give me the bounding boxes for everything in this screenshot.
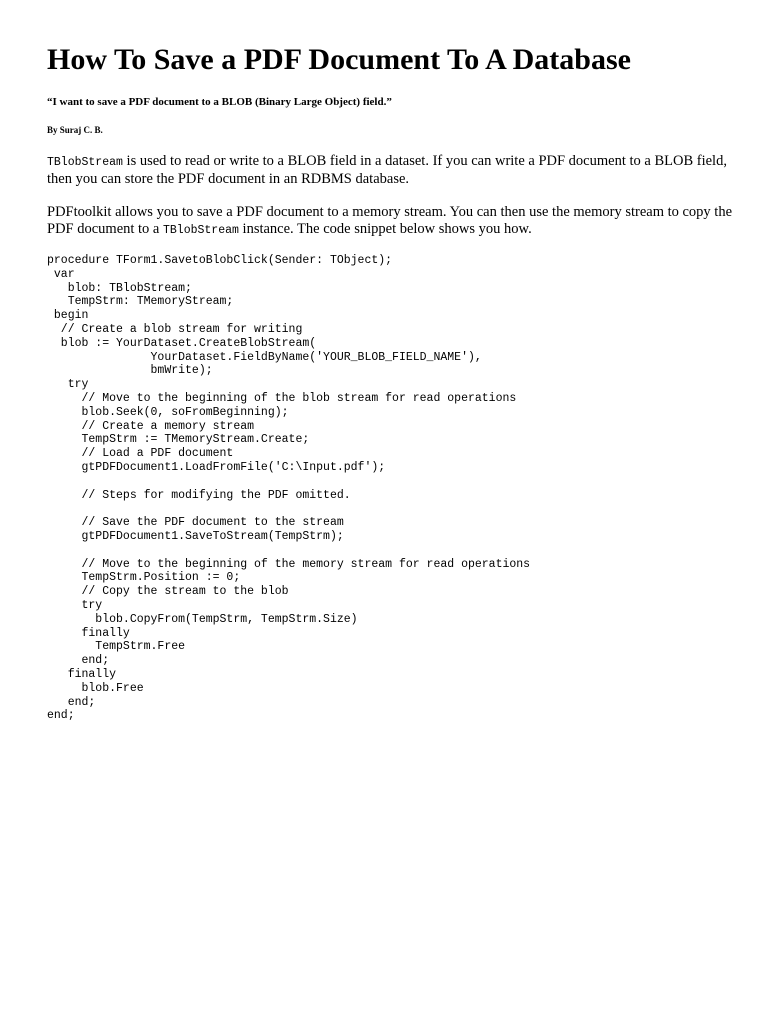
code-line: var <box>47 267 75 281</box>
code-line: bmWrite); <box>47 364 213 378</box>
pdftoolkit-paragraph <box>47 204 737 239</box>
code-line: try <box>47 598 103 612</box>
code-line: // Steps for modifying the PDF omitted. <box>47 488 351 502</box>
code-line: // Move to the beginning of the blob stream for read operations <box>47 391 517 405</box>
code-line: // Load a PDF document <box>47 447 234 461</box>
code-line: TempStrm.Free <box>47 640 186 654</box>
code-line: // Copy the stream to the blob <box>47 585 289 599</box>
code-line: finally <box>47 667 117 681</box>
code-line: TempStrm: TMemoryStream; <box>47 295 234 309</box>
code-line: blob := YourDataset.CreateBlobStream( <box>47 336 317 350</box>
code-line: YourDataset.FieldByName('YOUR_BLOB_FIELD_NAME'), <box>47 350 482 364</box>
code-line <box>47 475 530 489</box>
inline-code-tblobstream: TBlobStream <box>163 224 239 237</box>
intro-paragraph <box>47 153 737 188</box>
code-line: end; <box>47 709 75 723</box>
code-snippet <box>47 254 530 723</box>
code-line: procedure TForm1.SavetoBlobClick(Sender: TObject); <box>47 254 393 267</box>
code-line: TempStrm := TMemoryStream.Create; <box>47 433 310 447</box>
code-line: end; <box>47 654 110 668</box>
code-line: // Create a blob stream for writing <box>47 322 303 336</box>
subtitle-quote: “I want to save a PDF document to a BLOB (Binary Large Object) field.” <box>47 96 392 108</box>
code-line: blob.CopyFrom(TempStrm, TempStrm.Size) <box>47 612 358 626</box>
code-line: try <box>47 378 89 392</box>
pdftoolkit-paragraph-text-after: instance. The code snippet below shows you how. <box>238 221 532 237</box>
code-line: // Create a memory stream <box>47 419 255 433</box>
code-line: gtPDFDocument1.SaveToStream(TempStrm); <box>47 529 344 543</box>
code-line: blob.Seek(0, soFromBeginning); <box>47 405 289 419</box>
code-line: end; <box>47 695 96 709</box>
code-line: // Move to the beginning of the memory stream for read operations <box>47 557 531 571</box>
code-line: gtPDFDocument1.LoadFromFile('C:\Input.pdf'); <box>47 460 386 474</box>
code-line: begin <box>47 309 89 323</box>
code-line <box>47 544 530 558</box>
code-line: blob: TBlobStream; <box>47 281 192 295</box>
code-line: TempStrm.Position := 0; <box>47 571 241 585</box>
code-line: finally <box>47 626 130 640</box>
intro-paragraph-text: is used to read or write to a BLOB field in a dataset. If you can write a PDF document to a BLOB field, then you can store the PDF document in an RDBMS database. <box>47 153 727 187</box>
code-line <box>47 502 530 516</box>
pdftoolkit-paragraph-text-before: PDFtoolkit allows you to save a PDF document to a memory stream. You can then use the memory stream to copy the PDF document to a <box>47 204 733 237</box>
inline-code-tblobstream: TBlobStream <box>47 156 123 169</box>
author-byline: By Suraj C. B. <box>47 125 103 135</box>
code-line: blob.Free <box>47 681 144 695</box>
code-line: // Save the PDF document to the stream <box>47 516 344 530</box>
page-title: How To Save a PDF Document To A Database <box>47 43 631 76</box>
